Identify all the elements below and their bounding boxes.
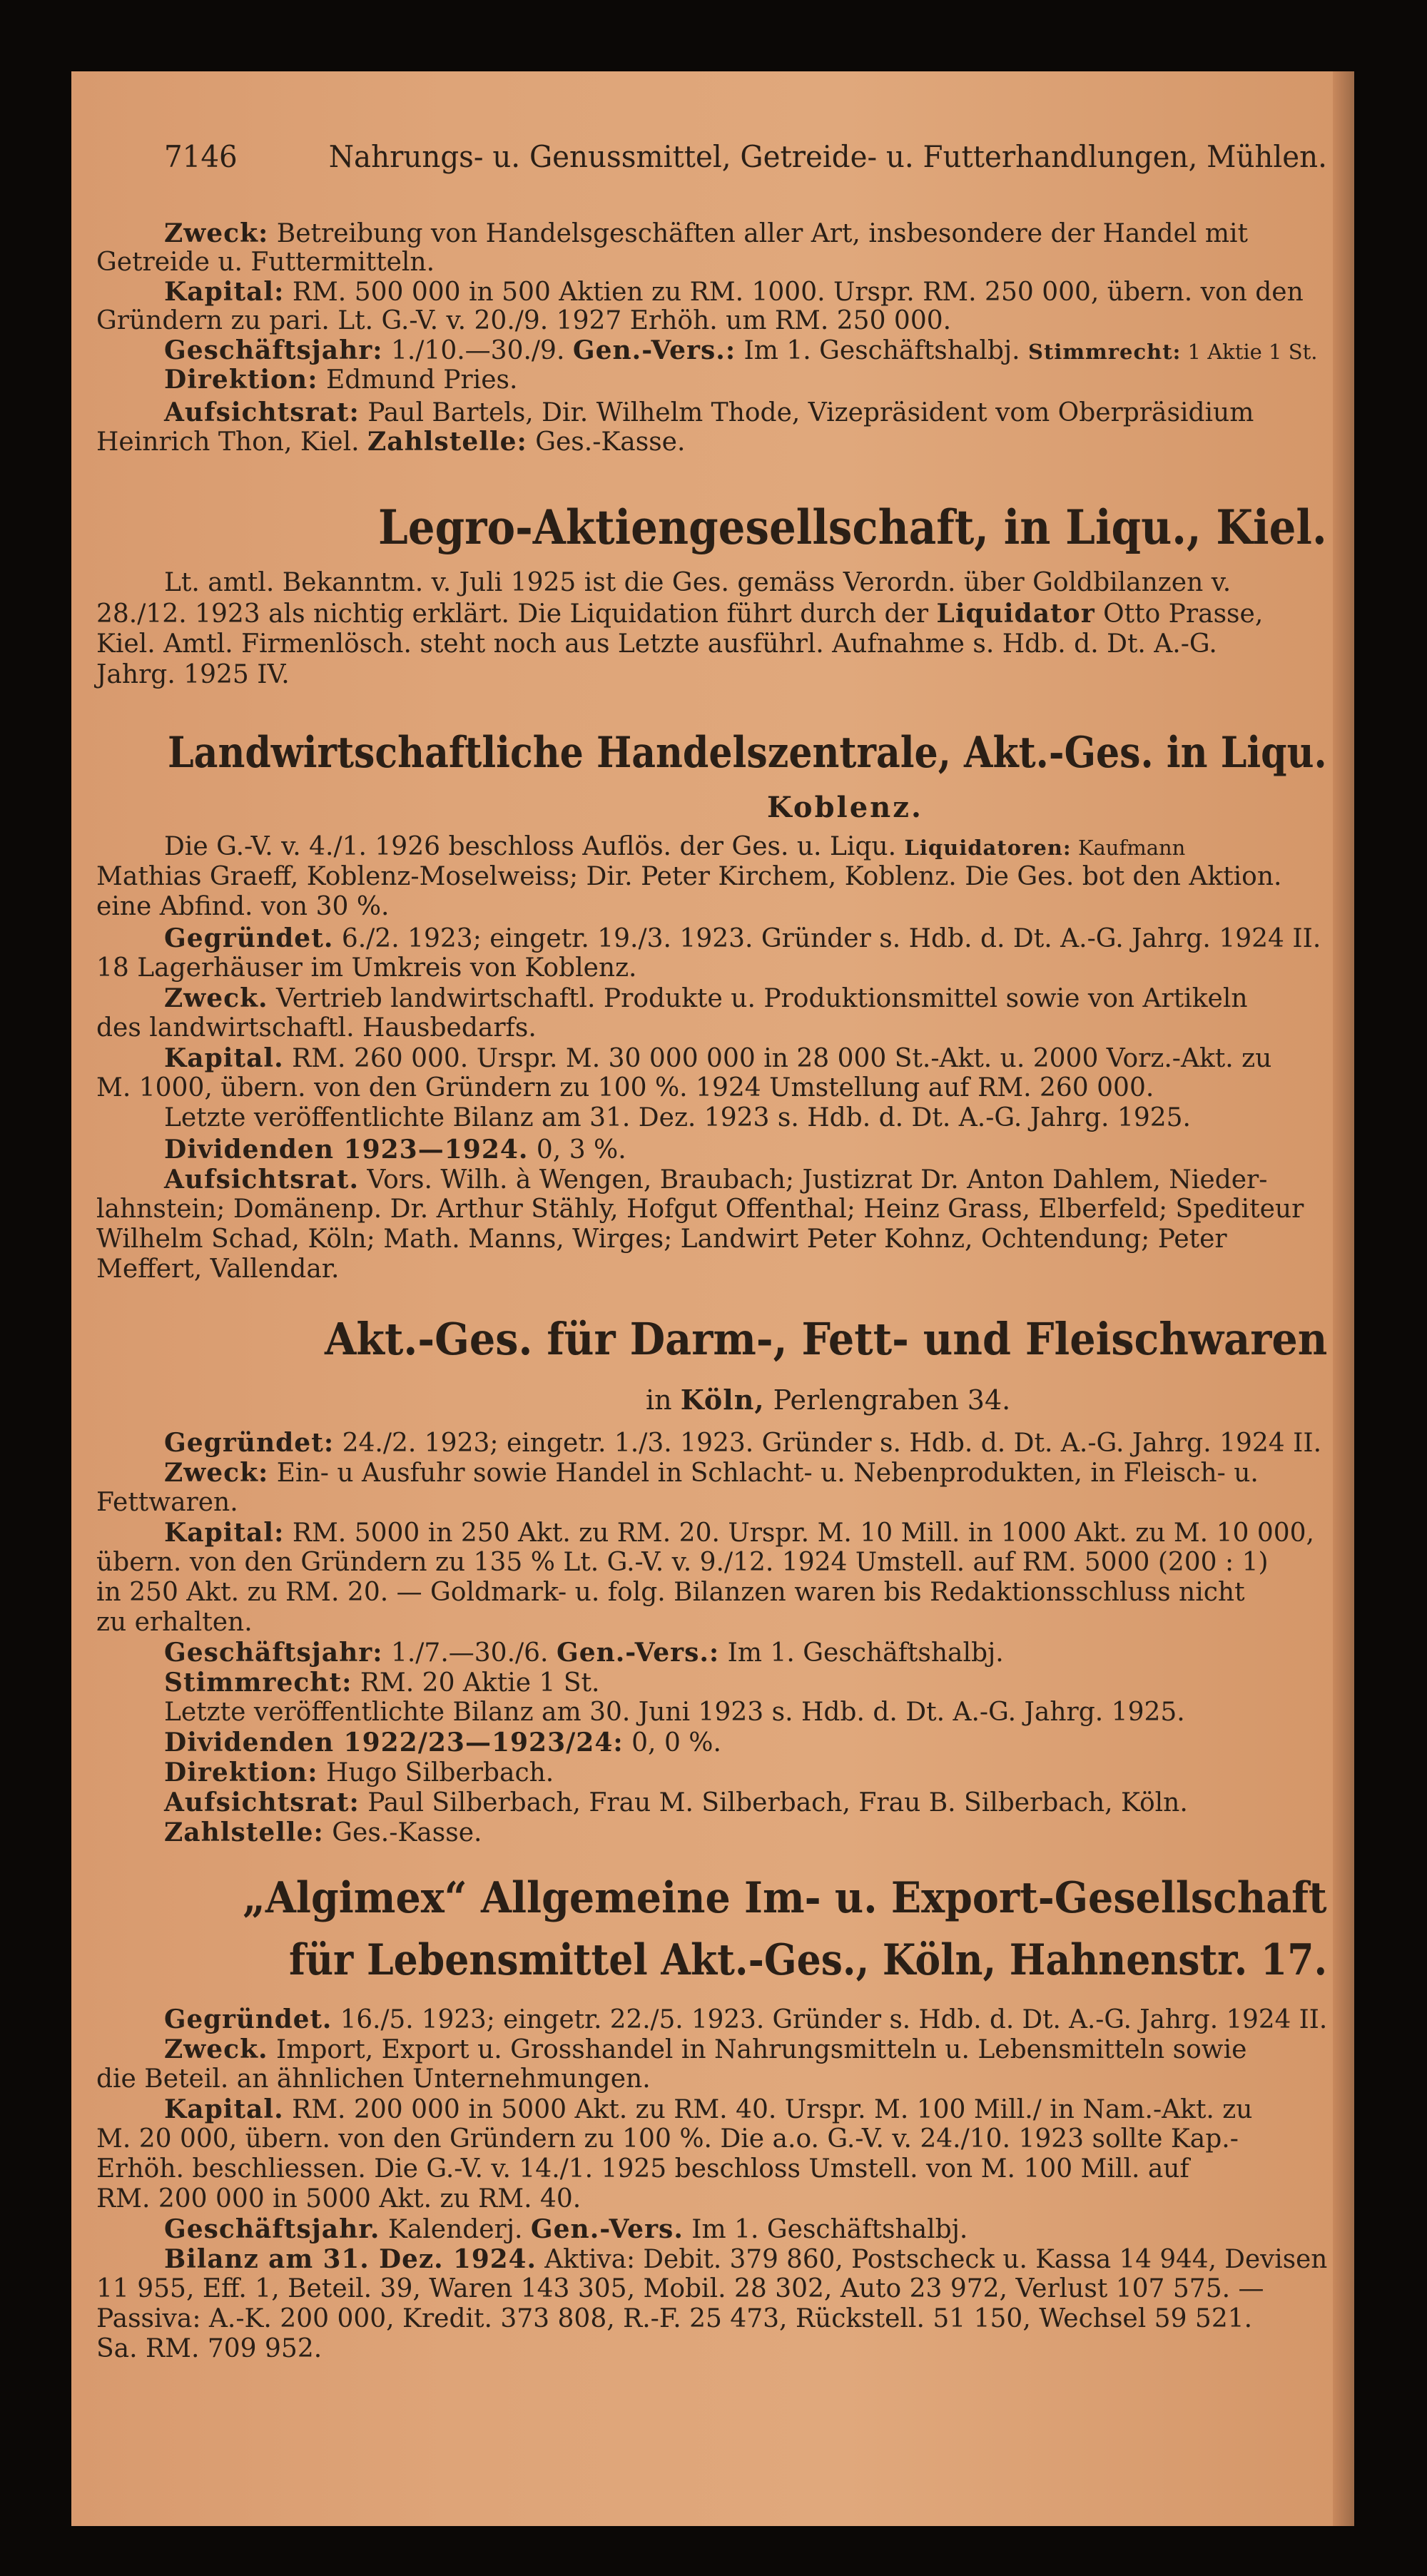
heading-darm-fett: Akt.-Ges. für Darm-, Fett- und Fleischwaren — [325, 1313, 1328, 1365]
text-line: 11 955, Eff. 1, Beteil. 39, Waren 143 305, Mobil. 28 302, Auto 23 972, Verlust 107 575. — — [96, 2274, 1264, 2303]
text-line: Erhöh. beschliessen. Die G.-V. v. 14./1. 1925 beschloss Umstell. von M. 100 Mill. auf — [96, 2154, 1189, 2184]
text-line: Getreide u. Futtermitteln. — [96, 248, 435, 277]
text-line: RM. 200 000 in 5000 Akt. zu RM. 40. — [96, 2184, 582, 2214]
s5-gegruendet: Gegründet. 16./5. 1923; eingetr. 22./5. 1923. Gründer s. Hdb. d. Dt. A.-G. Jahrg. 1924 II. — [164, 2004, 1328, 2034]
text-line: in 250 Akt. zu RM. 20. — Goldmark- u. folg. Bilanzen waren bis Redaktionsschluss nicht — [96, 1578, 1245, 1607]
text-line: zu erhalten. — [96, 1608, 253, 1637]
s1-zahlstelle: Heinrich Thon, Kiel. Zahlstelle: Ges.-Kasse. — [96, 427, 686, 457]
s1-zweck: Zweck: Betreibung von Handelsgeschäften aller Art, insbesondere der Handel mit — [164, 218, 1248, 248]
s4-dividenden: Dividenden 1922/23—1923/24: 0, 0 %. — [164, 1728, 721, 1758]
text-line: die Beteil. an ähnlichen Unternehmungen. — [96, 2064, 651, 2094]
text-line: 18 Lagerhäuser im Umkreis von Koblenz. — [96, 953, 637, 983]
heading-legro: Legro-Aktiengesellschaft, in Liqu., Kiel. — [378, 500, 1327, 555]
subheading-koeln: in Köln, Perlengraben 34. — [646, 1384, 1011, 1416]
s4-kapital: Kapital: RM. 5000 in 250 Akt. zu RM. 20. Urspr. M. 10 Mill. in 1000 Akt. zu M. 10 000, — [164, 1518, 1314, 1548]
text-line: Mathias Graeff, Koblenz-Moselweiss; Dir. Peter Kirchem, Koblenz. Die Ges. bot den Aktion. — [96, 862, 1282, 891]
s5-zweck: Zweck. Import, Export u. Grosshandel in Nahrungsmitteln u. Lebensmitteln sowie — [164, 2034, 1247, 2064]
s3-kapital: Kapital. RM. 260 000. Urspr. M. 30 000 000 in 28 000 St.-Akt. u. 2000 Vorz.-Akt. zu — [164, 1043, 1272, 1073]
text-line: des landwirtschaftl. Hausbedarfs. — [96, 1013, 537, 1043]
s1-aufsichtsrat: Aufsichtsrat: Paul Bartels, Dir. Wilhelm Thode, Vizepräsident vom Oberpräsidium — [164, 397, 1254, 427]
s3-zweck: Zweck. Vertrieb landwirtschaftl. Produkte u. Produktionsmittel sowie von Artikeln — [164, 983, 1248, 1013]
text-line: Letzte veröffentlichte Bilanz am 31. Dez. 1923 s. Hdb. d. Dt. A.-G. Jahrg. 1925. — [164, 1103, 1191, 1132]
s4-geschaeftsjahr: Geschäftsjahr: 1./7.—30./6. Gen.-Vers.: Im 1. Geschäftshalbj. — [164, 1638, 1004, 1668]
heading-landwirtschaftliche: Landwirtschaftliche Handelszentrale, Akt.-Ges. in Liqu. — [168, 728, 1327, 778]
s3-aufsichtsrat: Aufsichtsrat. Vors. Wilh. à Wengen, Braubach; Justizrat Dr. Anton Dahlem, Nieder- — [164, 1165, 1268, 1195]
text-line: Kiel. Amtl. Firmenlösch. steht noch aus Letzte ausführl. Aufnahme s. Hdb. d. Dt. A.-G. — [96, 629, 1217, 659]
text-line: M. 1000, übern. von den Gründern zu 100 %. 1924 Umstellung auf RM. 260 000. — [96, 1073, 1154, 1102]
subheading-koblenz: Koblenz. — [767, 791, 923, 824]
s3-dividenden: Dividenden 1923—1924. 0, 3 %. — [164, 1135, 626, 1165]
text-line: M. 20 000, übern. von den Gründern zu 100 %. Die a.o. G.-V. v. 24./10. 1923 sollte Kap.- — [96, 2124, 1239, 2154]
heading-algimex-2: für Lebensmittel Akt.-Ges., Köln, Hahnenstr. 17. — [289, 1935, 1328, 1985]
text-line: eine Abfind. von 30 %. — [96, 892, 390, 921]
text-line: Letzte veröffentlichte Bilanz am 30. Juni 1923 s. Hdb. d. Dt. A.-G. Jahrg. 1925. — [164, 1698, 1185, 1727]
s3-gegruendet: Gegründet. 6./2. 1923; eingetr. 19./3. 1923. Gründer s. Hdb. d. Dt. A.-G. Jahrg. 1924 II. — [164, 923, 1321, 953]
text-line: Jahrg. 1925 IV. — [96, 660, 290, 689]
s1-direktion: Direktion: Edmund Pries. — [164, 365, 518, 395]
s1-geschaeftsjahr: Geschäftsjahr: 1./10.—30./9. Gen.-Vers.: Im 1. Geschäftshalbj. Stimmrecht: 1 Aktie 1 St. — [164, 335, 1318, 365]
s3-liquidatoren: Die G.-V. v. 4./1. 1926 beschloss Auflös. der Ges. u. Liqu. Liquidatoren: Kaufmann — [164, 832, 1186, 861]
s4-aufsichtsrat: Aufsichtsrat: Paul Silberbach, Frau M. Silberbach, Frau B. Silberbach, Köln. — [164, 1788, 1188, 1817]
text-line: Fettwaren. — [96, 1488, 238, 1517]
s5-kapital: Kapital. RM. 200 000 in 5000 Akt. zu RM. 40. Urspr. M. 100 Mill./ in Nam.-Akt. zu — [164, 2094, 1253, 2124]
text-line: Wilhelm Schad, Köln; Math. Manns, Wirges; Landwirt Peter Kohnz, Ochtendung; Peter — [96, 1224, 1227, 1254]
s5-bilanz: Bilanz am 31. Dez. 1924. Aktiva: Debit. 379 860, Postscheck u. Kassa 14 944, Devisen — [164, 2244, 1328, 2274]
heading-algimex-1: „Algimex“ Allgemeine Im- u. Export-Gesellschaft — [243, 1873, 1327, 1923]
page-edge — [1333, 71, 1354, 2526]
text-line: Passiva: A.-K. 200 000, Kredit. 373 808, R.-F. 25 473, Rückstell. 51 150, Wechsel 59 521. — [96, 2304, 1253, 2333]
text-line: Gründern zu pari. Lt. G.-V. v. 20./9. 1927 Erhöh. um RM. 250 000. — [96, 306, 952, 335]
s4-stimmrecht: Stimmrecht: RM. 20 Aktie 1 St. — [164, 1668, 600, 1698]
s1-kapital: Kapital: RM. 500 000 in 500 Aktien zu RM. 1000. Urspr. RM. 250 000, übern. von den — [164, 277, 1304, 307]
page-header — [164, 139, 1327, 174]
s5-geschaeftsjahr: Geschäftsjahr. Kalenderj. Gen.-Vers. Im 1. Geschäftshalbj. — [164, 2214, 968, 2244]
s4-gegruendet: Gegründet: 24./2. 1923; eingetr. 1./3. 1923. Gründer s. Hdb. d. Dt. A.-G. Jahrg. 1924 II. — [164, 1428, 1322, 1458]
text-line: übern. von den Gründern zu 135 % Lt. G.-V. v. 9./12. 1924 Umstell. auf RM. 5000 (200 : 1) — [96, 1548, 1269, 1577]
text-line: Sa. RM. 709 952. — [96, 2334, 323, 2363]
page-number: 7146 — [164, 139, 238, 174]
running-title: Nahrungs- u. Genussmittel, Getreide- u. Futterhandlungen, Mühlen. — [328, 139, 1327, 174]
text-line: lahnstein; Domänenp. Dr. Arthur Stähly, Hofgut Offenthal; Heinz Grass, Elberfeld; Spediteur — [96, 1195, 1304, 1224]
s4-zweck: Zweck: Ein- u Ausfuhr sowie Handel in Schlacht- u. Nebenprodukten, in Fleisch- u. — [164, 1458, 1259, 1488]
s4-zahlstelle: Zahlstelle: Ges.-Kasse. — [164, 1817, 482, 1847]
s2-liquidator: 28./12. 1923 als nichtig erklärt. Die Liquidation führt durch der Liquidator Otto Prasse, — [96, 599, 1264, 629]
text-line: Lt. amtl. Bekanntm. v. Juli 1925 ist die Ges. gemäss Verordn. über Goldbilanzen v. — [164, 568, 1232, 597]
s4-direktion: Direktion: Hugo Silberbach. — [164, 1758, 554, 1788]
text-line: Meffert, Vallendar. — [96, 1254, 340, 1284]
